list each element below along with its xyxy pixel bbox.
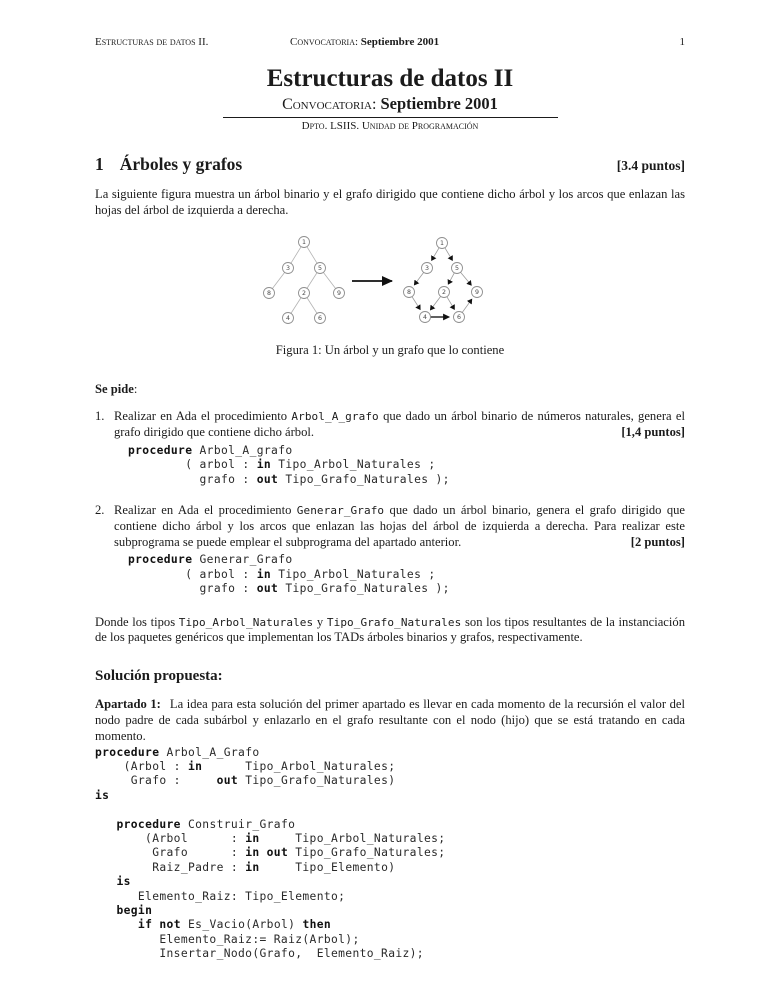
- code-block-procedure-generar-grafo: procedure Generar_Grafo ( arbol : in Tipo_Arbol_Naturales ; grafo : out Tipo_Grafo_Naturales );: [128, 553, 450, 596]
- header-convocatoria: Convocatoria: Septiembre 2001: [290, 36, 440, 48]
- svg-text:3: 3: [285, 264, 291, 272]
- points-badge: [1,4 puntos]: [615, 425, 685, 441]
- inline-code: Generar_Grafo: [296, 504, 385, 517]
- apartado-label: Apartado 1:: [95, 697, 161, 712]
- exercise-item-2: [95, 503, 685, 603]
- svg-text:9: 9: [474, 288, 480, 296]
- item-number: 1.: [95, 409, 105, 424]
- title-divider: [223, 117, 558, 118]
- solution-code-block: procedure Arbol_A_Grafo (Arbol : in Tipo_Arbol_Naturales; Grafo : out Tipo_Grafo_Naturales) is procedure Construir_Grafo (Arbol : in Tipo_Arbol_Naturales; Grafo : in out Tipo_Grafo_Naturales; Raiz_Padre : in Tipo_Elemento) is Elemento_Raiz: Tipo_Elemento; begin if not Es_Vacio(Arbol) then Elemento_Raiz:= Raiz(Arbol); Insertar_Nodo(Grafo, Elemento_Raiz);: [95, 745, 446, 961]
- svg-text:4: 4: [422, 313, 428, 321]
- item-number: 2.: [95, 503, 105, 517]
- svg-text:2: 2: [441, 288, 447, 296]
- item-text: Realizar en Ada el procedimiento Arbol_A_grafo que dado un árbol binario de números naturales, genera el grafo dirigido que contiene dicho árbol. [1,4 puntos]: [114, 409, 685, 439]
- svg-text:8: 8: [406, 288, 412, 296]
- donde-paragraph: Donde los tipos Tipo_Arbol_Naturales y Tipo_Grafo_Naturales son los tipos resultantes de la instanciación de los paquetes genéricos que implementan los TADs árboles binarios y grafos, respectivamente.: [95, 614, 685, 645]
- header-page-number: 1: [679, 36, 685, 48]
- apartado-paragraph: Apartado 1: La idea para esta solución del primer apartado es llevar en cada momento de la recursión el valor del nodo padre de cada subárbol y enlazarlo en el grafo resultante con el nodo (hijo) que se está tratando en cada momento.: [95, 697, 685, 743]
- inline-code: Arbol_A_grafo: [291, 410, 379, 424]
- intro-paragraph: La siguiente figura muestra un árbol binario y el grafo dirigido que contiene dicho árbol y los arcos que enlazan las hojas del árbol de izquierda a derecha.: [95, 187, 685, 217]
- department-line: Dpto. LSIIS. Unidad de Programación: [301, 120, 479, 132]
- section-points: [3.4 puntos]: [616, 158, 685, 173]
- svg-text:3: 3: [424, 264, 430, 272]
- svg-text:5: 5: [454, 264, 460, 272]
- header-course: Estructuras de datos II.: [95, 36, 209, 48]
- svg-text:8: 8: [266, 289, 272, 297]
- tree-graph-diagram: [240, 229, 540, 330]
- section-heading: [95, 154, 685, 175]
- svg-text:6: 6: [456, 313, 462, 321]
- svg-text:2: 2: [301, 289, 307, 297]
- se-pide-label: Se pide:: [95, 381, 138, 396]
- svg-text:1: 1: [301, 238, 307, 246]
- solution-heading: Solución propuesta:: [95, 668, 223, 685]
- subtitle: Convocatoria: Septiembre 2001: [282, 94, 498, 113]
- figure: [95, 229, 685, 358]
- section-title: Árboles y grafos: [119, 154, 243, 174]
- exercise-item-1: [95, 409, 685, 493]
- svg-text:5: 5: [317, 264, 323, 272]
- svg-text:9: 9: [336, 289, 342, 297]
- title-block: [95, 65, 685, 132]
- points-badge: [2 puntos]: [625, 535, 685, 551]
- figure-caption: Figura 1: Un árbol y un grafo que lo contiene: [275, 342, 505, 357]
- inline-code: Tipo_Arbol_Naturales: [178, 615, 314, 629]
- svg-text:1: 1: [439, 239, 445, 247]
- exercise-list: [95, 409, 685, 602]
- item-text: Realizar en Ada el procedimiento Generar_Grafo que dado un árbol binario, genera el grafo dirigido que contiene dicho árbol y los arcos que enlazan las hojas del árbol de izquierda a derecha. Para realizar este subprograma se puede emplear el subprograma del apartado anterior. [2 puntos]: [114, 503, 686, 549]
- code-block-procedure-arbol-a-grafo: procedure Arbol_A_grafo ( arbol : in Tipo_Arbol_Naturales ; grafo : out Tipo_Grafo_Naturales );: [128, 443, 450, 486]
- page-title: Estructuras de datos II: [266, 65, 514, 92]
- svg-text:6: 6: [317, 314, 323, 322]
- inline-code: Tipo_Grafo_Naturales: [326, 615, 462, 629]
- svg-text:4: 4: [285, 314, 291, 322]
- section-number: 1: [95, 154, 104, 174]
